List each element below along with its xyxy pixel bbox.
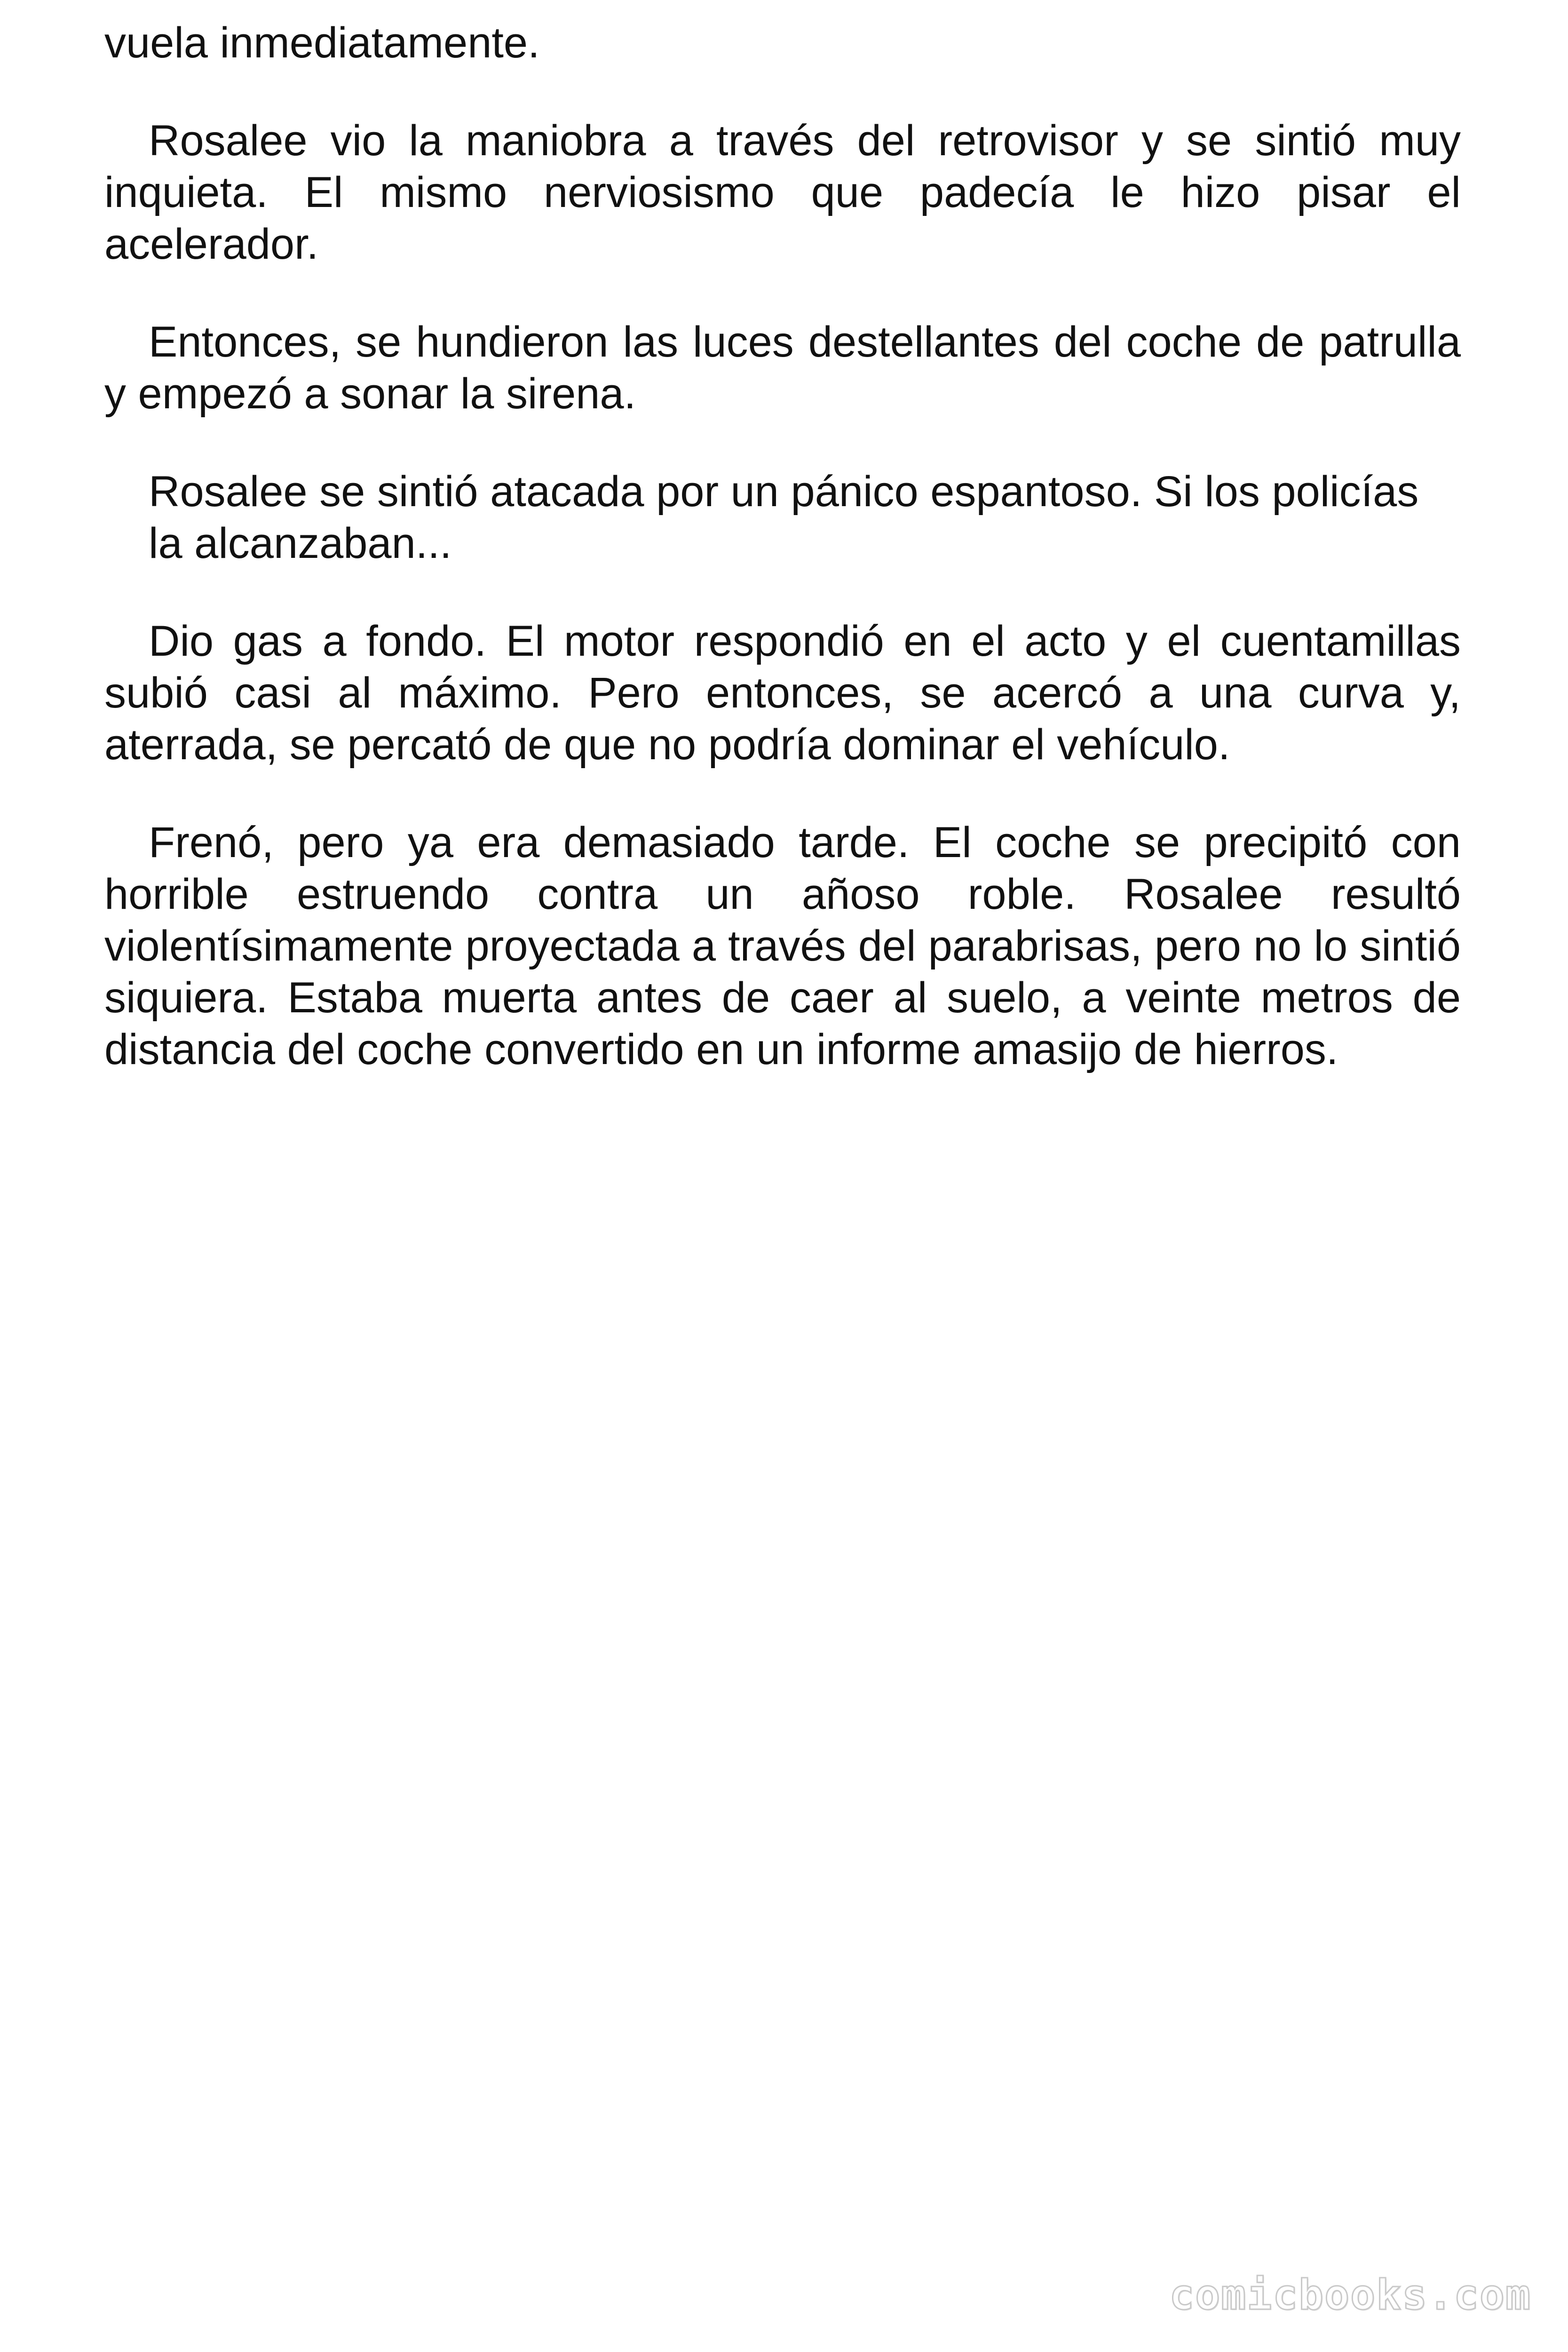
paragraph-continuation: vuela inmediatamente.	[104, 19, 540, 67]
watermark: comicbooks.com	[1169, 2271, 1531, 2319]
paragraph: Entonces, se hundieron las luces destellantes del coche de patrulla y empezó a sonar la sirena.	[104, 318, 1461, 418]
body-text	[104, 17, 1461, 1121]
paragraph: Dio gas a fondo. El motor respondió en el acto y el cuentamillas subió casi al máximo. Pero entonces, se acercó a una curva y, aterrada, se percató de que no podría dominar el vehículo.	[104, 617, 1461, 769]
paragraph: Frenó, pero ya era demasiado tarde. El coche se precipitó con horrible estruendo contra un añoso roble. Rosalee resultó violentísimamente proyectada a través del parabrisas, pero no lo sintió siquiera. Estaba muerta antes de caer al suelo, a veinte metros de distancia del coche convertido en un informe amasijo de hierros.	[104, 818, 1461, 1073]
paragraph: Rosalee vio la maniobra a través del retrovisor y se sintió muy inquieta. El mismo nerviosismo que padecía le hizo pisar el acelerador.	[104, 117, 1461, 268]
paragraph: Rosalee se sintió atacada por un pánico espantoso. Si los policías la alcanzaban...	[149, 468, 1419, 567]
